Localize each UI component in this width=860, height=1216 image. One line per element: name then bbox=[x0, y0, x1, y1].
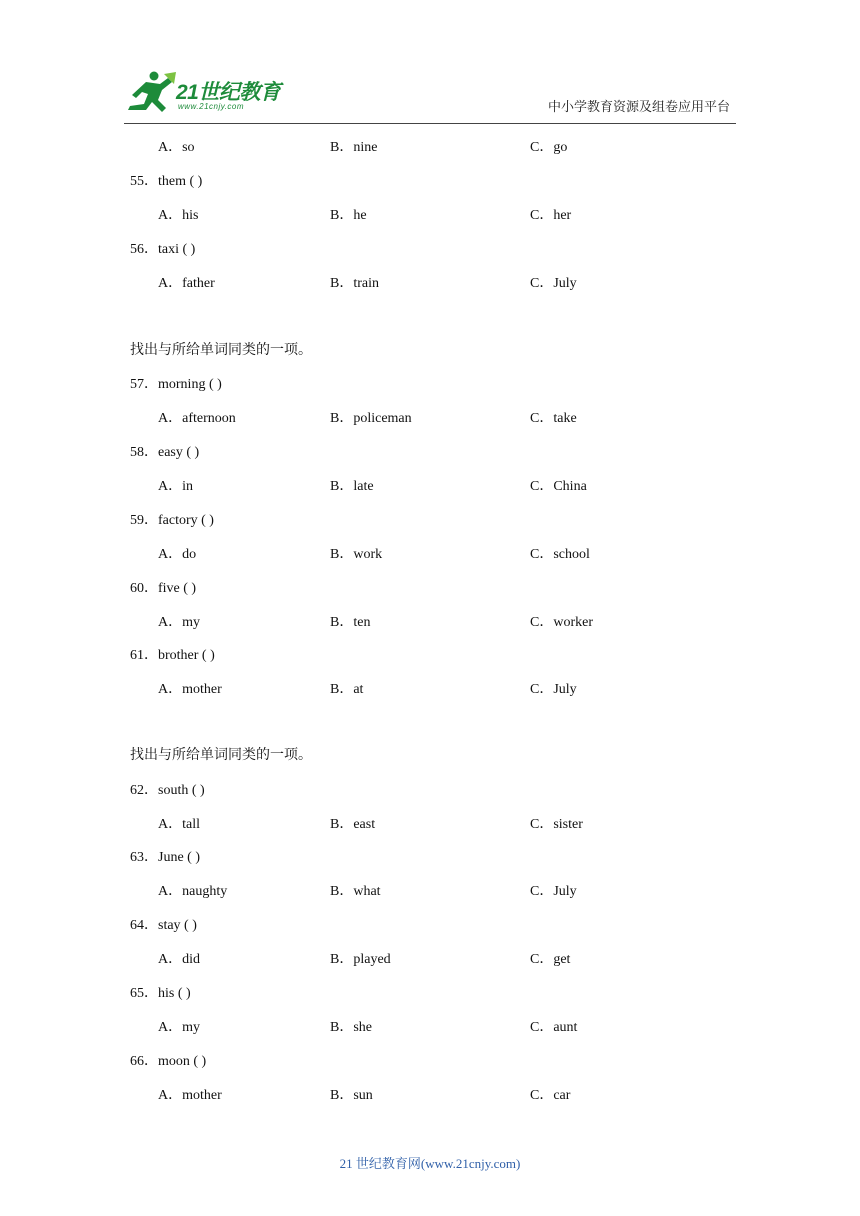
option-b: B．at bbox=[330, 682, 364, 697]
option-c: C．car bbox=[530, 1088, 571, 1103]
question-item: 57．morning ( ) bbox=[130, 377, 222, 392]
option-a: A．tall bbox=[158, 817, 200, 832]
option-a: A．father bbox=[158, 276, 215, 291]
option-c: C．worker bbox=[530, 615, 593, 630]
header-divider bbox=[124, 123, 736, 124]
runner-logo-icon bbox=[124, 70, 180, 114]
option-c: C．her bbox=[530, 208, 572, 223]
option-b: B．ten bbox=[330, 615, 371, 630]
footer-source: 21 世纪教育网(www.21cnjy.com) bbox=[339, 1156, 521, 1171]
option-c: C．take bbox=[530, 411, 577, 426]
section-instruction: 找出与所给单词同类的一项。 bbox=[130, 343, 312, 358]
option-c: C．school bbox=[530, 547, 590, 562]
question-item: 56．taxi ( ) bbox=[130, 242, 196, 257]
logo-text: 21世纪教育 bbox=[176, 81, 281, 104]
question-item: 64．stay ( ) bbox=[130, 918, 197, 933]
option-a: A．so bbox=[158, 140, 195, 155]
option-c: C．get bbox=[530, 952, 571, 967]
logo-url: www.21cnjy.com bbox=[178, 102, 244, 111]
question-item: 61．brother ( ) bbox=[130, 648, 215, 663]
question-item: 59．factory ( ) bbox=[130, 513, 214, 528]
question-item: 60．five ( ) bbox=[130, 581, 197, 596]
option-b: B．work bbox=[330, 547, 383, 562]
question-item: 66．moon ( ) bbox=[130, 1054, 207, 1069]
platform-title: 中小学教育资源及组卷应用平台 bbox=[547, 99, 730, 114]
logo bbox=[124, 70, 294, 116]
page-header bbox=[0, 0, 860, 130]
option-b: B．nine bbox=[330, 140, 378, 155]
option-c: C．China bbox=[530, 479, 587, 494]
option-b: B．sun bbox=[330, 1088, 373, 1103]
option-c: C．sister bbox=[530, 817, 583, 832]
option-b: B．what bbox=[330, 884, 381, 899]
question-item: 58．easy ( ) bbox=[130, 445, 200, 460]
option-a: A．naughty bbox=[158, 884, 228, 899]
option-b: B．played bbox=[330, 952, 391, 967]
option-b: B．she bbox=[330, 1020, 372, 1035]
option-b: B．policeman bbox=[330, 411, 412, 426]
option-c: C．July bbox=[530, 884, 577, 899]
option-c: C．go bbox=[530, 140, 568, 155]
option-b: B．train bbox=[330, 276, 379, 291]
option-a: A．his bbox=[158, 208, 199, 223]
question-item: 55．them ( ) bbox=[130, 174, 203, 189]
option-b: B．he bbox=[330, 208, 367, 223]
option-c: C．July bbox=[530, 276, 577, 291]
option-a: A．afternoon bbox=[158, 411, 236, 426]
option-a: A．did bbox=[158, 952, 200, 967]
section-instruction: 找出与所给单词同类的一项。 bbox=[130, 748, 312, 763]
option-a: A．mother bbox=[158, 1088, 222, 1103]
option-a: A．mother bbox=[158, 682, 222, 697]
option-b: B．late bbox=[330, 479, 374, 494]
option-a: A．my bbox=[158, 1020, 200, 1035]
question-item: 63．June ( ) bbox=[130, 850, 200, 865]
option-c: C．aunt bbox=[530, 1020, 578, 1035]
option-a: A．do bbox=[158, 547, 197, 562]
option-a: A．in bbox=[158, 479, 193, 494]
option-b: B．east bbox=[330, 817, 376, 832]
question-item: 65．his ( ) bbox=[130, 986, 191, 1001]
option-c: C．July bbox=[530, 682, 577, 697]
option-a: A．my bbox=[158, 615, 200, 630]
question-item: 62．south ( ) bbox=[130, 783, 205, 798]
